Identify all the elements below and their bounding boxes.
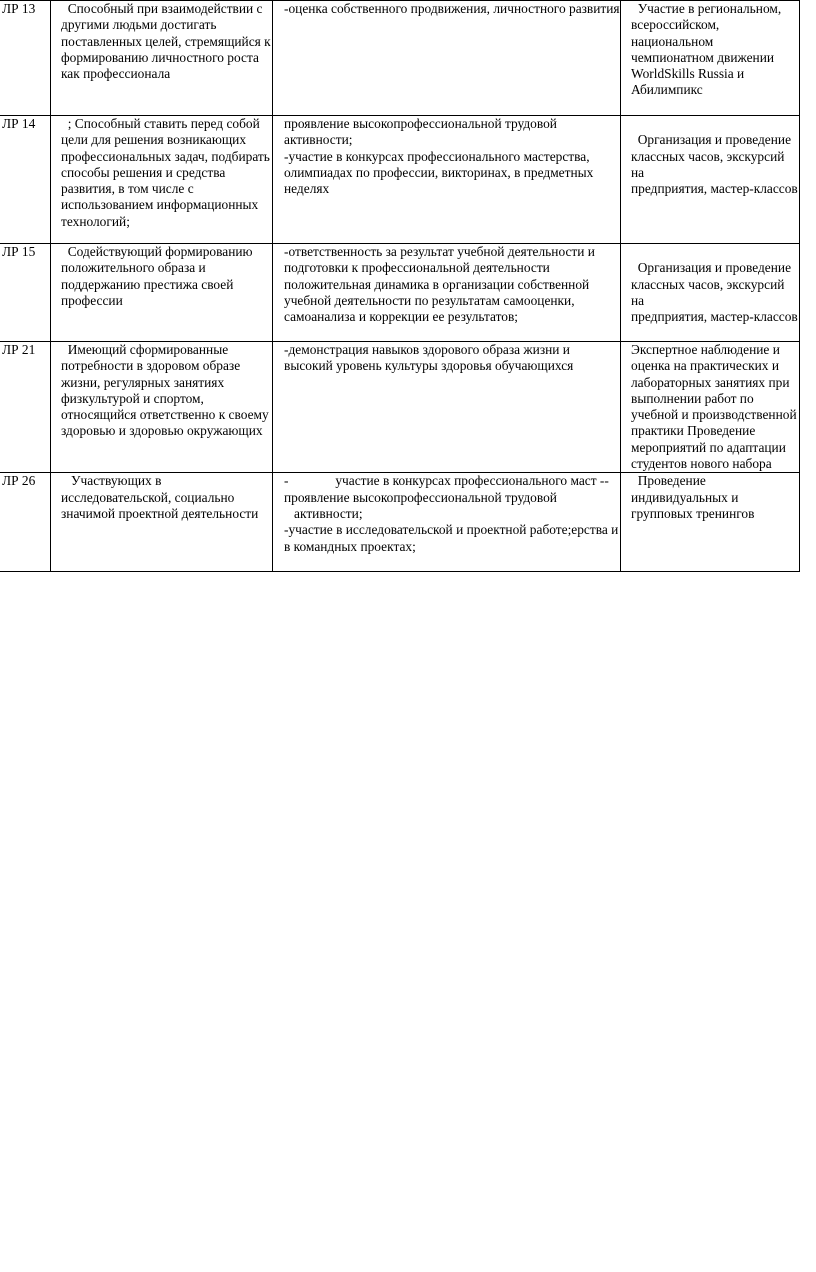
result-description: Содействующий формированию положительного образа и поддержанию престижа своей профессии: [51, 244, 273, 342]
result-description: Способный при взаимодействии с другими людьми достигать поставленных целей, стремящийся к формированию личностного роста как профессионала: [51, 1, 273, 116]
table-row: [0, 1, 800, 116]
result-code: ЛР 13: [0, 1, 51, 116]
result-indicators: -оценка собственного продвижения, личностного развития: [273, 1, 621, 116]
result-indicators: - участие в конкурсах профессионального маст -- проявление высокопрофессиональной трудовой активности; -участие в исследовательской и проектной работе;ерства и в командных проектах;: [273, 473, 621, 572]
result-indicators: -демонстрация навыков здорового образа жизни и высокий уровень культуры здоровья обучающихся: [273, 342, 621, 473]
result-code: ЛР 26: [0, 473, 51, 572]
table-row: [0, 342, 800, 473]
result-code: ЛР 21: [0, 342, 51, 473]
result-activities: Организация и проведение классных часов, экскурсий на предприятия, мастер-классов: [621, 116, 800, 244]
result-activities: Организация и проведение классных часов, экскурсий на предприятия, мастер-классов: [621, 244, 800, 342]
result-code: ЛР 14: [0, 116, 51, 244]
table-row: [0, 473, 800, 572]
table-row: [0, 244, 800, 342]
result-activities: Участие в региональном, всероссийском, национальном чемпионатном движении WorldSkills Russia и Абилимпикс: [621, 1, 800, 116]
result-description: Имеющий сформированные потребности в здоровом образе жизни, регулярных занятиях физкультурой и спортом, относящийся ответственно к своему здоровью и здоровью окружающих: [51, 342, 273, 473]
result-activities: Проведение индивидуальных и групповых тренингов: [621, 473, 800, 572]
result-code: ЛР 15: [0, 244, 51, 342]
result-indicators: -ответственность за результат учебной деятельности и подготовки к профессиональной деятельности положительная динамика в организации собственной учебной деятельности по результатам самооценки, самоанализа и коррекции ее результатов;: [273, 244, 621, 342]
result-activities: Экспертное наблюдение и оценка на практических и лабораторных занятиях при выполнении работ по учебной и производственной практики Проведение мероприятий по адаптации студентов нового набора: [621, 342, 800, 473]
table-row: [0, 116, 800, 244]
result-description: Участвующих в исследовательской, социально значимой проектной деятельности: [51, 473, 273, 572]
result-indicators: проявление высокопрофессиональной трудовой активности; -участие в конкурсах профессионального мастерства, олимпиадах по профессии, викторинах, в предметных неделях: [273, 116, 621, 244]
result-description: ; Способный ставить перед собой цели для решения возникающих профессиональных задач, подбирать способы решения и средства развития, в том числе с использованием информационных технологий;: [51, 116, 273, 244]
results-table: [0, 0, 800, 572]
